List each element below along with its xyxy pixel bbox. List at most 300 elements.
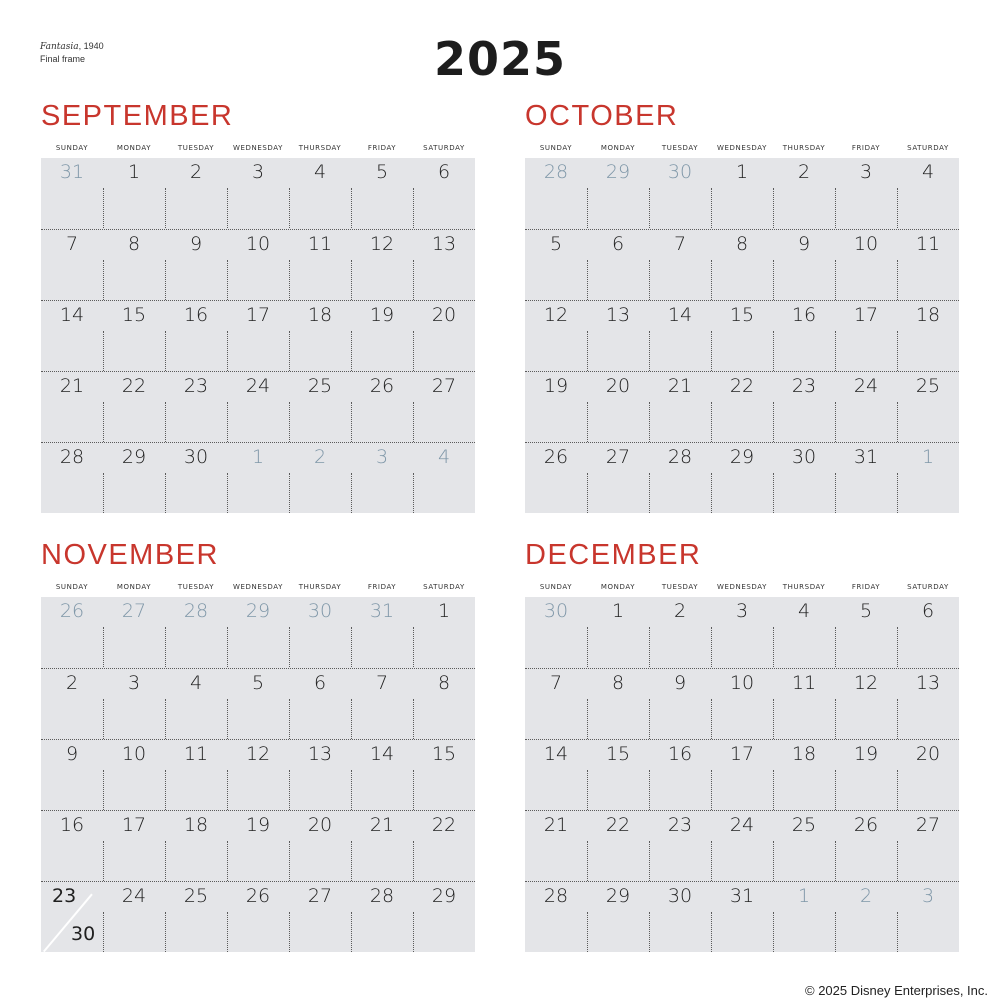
day-number: 3	[375, 446, 389, 468]
day-number: 20	[431, 304, 457, 326]
day-cell[interactable]	[711, 301, 773, 372]
day-cell[interactable]	[587, 372, 649, 443]
day-cell[interactable]	[413, 811, 475, 882]
day-cell[interactable]	[289, 301, 351, 372]
day-cell[interactable]	[773, 740, 835, 811]
day-cell[interactable]	[711, 811, 773, 882]
day-number: 10	[245, 233, 271, 255]
day-cell[interactable]	[711, 158, 773, 229]
day-number: 31	[369, 600, 395, 622]
day-number: 6	[611, 233, 625, 255]
day-cell[interactable]	[413, 443, 475, 514]
day-cell[interactable]	[525, 597, 587, 668]
weekday-label: MONDAY	[116, 583, 152, 591]
day-number: 30	[667, 885, 693, 907]
weekday-label: WEDNESDAY	[716, 583, 768, 591]
day-number: 3	[127, 672, 141, 694]
day-cell[interactable]	[773, 230, 835, 301]
day-cell[interactable]	[413, 882, 475, 953]
day-cell[interactable]	[773, 882, 835, 953]
day-cell[interactable]	[587, 669, 649, 740]
day-cell[interactable]	[897, 372, 959, 443]
day-cell[interactable]	[897, 882, 959, 953]
day-number: 15	[729, 304, 755, 326]
weekday-label: SATURDAY	[907, 144, 949, 152]
day-cell[interactable]	[587, 597, 649, 668]
weekday-label: FRIDAY	[367, 583, 397, 591]
day-number: 11	[183, 743, 209, 765]
week-row	[525, 442, 959, 514]
day-cell[interactable]	[351, 740, 413, 811]
weekday-label: SATURDAY	[423, 144, 465, 152]
day-cell[interactable]	[41, 443, 103, 514]
day-cell[interactable]	[413, 597, 475, 668]
week-row	[525, 158, 959, 229]
day-cell[interactable]	[587, 811, 649, 882]
week-row	[525, 371, 959, 443]
day-cell[interactable]	[41, 882, 103, 953]
day-number: 2	[313, 446, 327, 468]
day-cell[interactable]	[103, 301, 165, 372]
week-row	[41, 881, 475, 953]
week-row	[525, 668, 959, 740]
day-number: 14	[543, 743, 569, 765]
day-cell[interactable]	[351, 230, 413, 301]
day-cell[interactable]	[897, 597, 959, 668]
weekday-label: SATURDAY	[907, 583, 949, 591]
month-name: OCTOBER	[525, 100, 679, 132]
day-cell[interactable]	[587, 301, 649, 372]
week-row	[41, 739, 475, 811]
weekday-label: MONDAY	[600, 583, 636, 591]
day-cell[interactable]	[649, 740, 711, 811]
day-cell[interactable]	[525, 158, 587, 229]
day-cell[interactable]	[525, 811, 587, 882]
week-row	[41, 668, 475, 740]
day-number: 11	[915, 233, 941, 255]
day-number: 8	[735, 233, 749, 255]
day-number: 18	[183, 814, 209, 836]
day-number: 10	[853, 233, 879, 255]
day-cell[interactable]	[835, 443, 897, 514]
day-number: 12	[245, 743, 271, 765]
day-cell[interactable]	[165, 443, 227, 514]
day-number: 7	[375, 672, 389, 694]
day-number: 30	[791, 446, 817, 468]
day-cell[interactable]	[165, 372, 227, 443]
day-cell[interactable]	[41, 158, 103, 229]
day-cell[interactable]	[103, 811, 165, 882]
day-cell[interactable]	[165, 740, 227, 811]
day-cell[interactable]	[165, 811, 227, 882]
day-number: 28	[183, 600, 209, 622]
week-row	[41, 371, 475, 443]
day-number: 14	[369, 743, 395, 765]
day-cell[interactable]	[351, 597, 413, 668]
month-name: SEPTEMBER	[41, 100, 234, 132]
day-cell[interactable]	[103, 443, 165, 514]
day-cell[interactable]	[351, 882, 413, 953]
month-grid	[41, 158, 475, 513]
day-number: 6	[437, 161, 451, 183]
day-number: 4	[189, 672, 203, 694]
month-december	[525, 539, 959, 959]
artwork-year: , 1940	[78, 41, 104, 51]
day-cell[interactable]	[773, 301, 835, 372]
day-number: 16	[59, 814, 85, 836]
day-cell[interactable]	[587, 158, 649, 229]
day-number: 28	[59, 446, 85, 468]
day-number: 6	[313, 672, 327, 694]
day-cell[interactable]	[289, 669, 351, 740]
weekday-label: THURSDAY	[782, 583, 826, 591]
day-cell[interactable]	[525, 301, 587, 372]
day-number: 31	[853, 446, 879, 468]
day-cell[interactable]	[897, 158, 959, 229]
weekday-label: SUNDAY	[55, 583, 89, 591]
day-cell[interactable]	[165, 597, 227, 668]
day-cell[interactable]	[649, 669, 711, 740]
day-number: 5	[549, 233, 563, 255]
day-number: 15	[431, 743, 457, 765]
day-number: 8	[611, 672, 625, 694]
day-cell[interactable]	[413, 158, 475, 229]
day-number: 20	[605, 375, 631, 397]
weekday-label: SUNDAY	[539, 583, 573, 591]
day-cell[interactable]	[227, 811, 289, 882]
day-cell[interactable]	[41, 811, 103, 882]
day-number: 15	[121, 304, 147, 326]
day-number: 29	[431, 885, 457, 907]
day-number: 21	[667, 375, 693, 397]
day-cell[interactable]	[711, 669, 773, 740]
day-number: 12	[369, 233, 395, 255]
day-cell[interactable]	[351, 811, 413, 882]
day-number: 18	[307, 304, 333, 326]
day-cell[interactable]	[525, 740, 587, 811]
day-cell[interactable]	[649, 443, 711, 514]
day-cell[interactable]	[165, 301, 227, 372]
day-number: 18	[915, 304, 941, 326]
day-number: 14	[59, 304, 85, 326]
day-cell[interactable]	[165, 158, 227, 229]
day-cell[interactable]	[103, 882, 165, 953]
day-number: 26	[369, 375, 395, 397]
day-cell[interactable]	[711, 443, 773, 514]
day-number: 14	[667, 304, 693, 326]
day-cell[interactable]	[227, 372, 289, 443]
day-cell[interactable]	[711, 372, 773, 443]
day-number: 5	[251, 672, 265, 694]
day-number: 29	[605, 161, 631, 183]
weekday-label: THURSDAY	[782, 144, 826, 152]
day-cell[interactable]	[413, 301, 475, 372]
day-number: 31	[59, 161, 85, 183]
day-number: 1	[611, 600, 625, 622]
day-cell[interactable]	[41, 372, 103, 443]
day-number: 13	[307, 743, 333, 765]
day-cell[interactable]	[897, 443, 959, 514]
day-cell[interactable]	[897, 811, 959, 882]
week-row	[41, 810, 475, 882]
day-cell[interactable]	[165, 882, 227, 953]
day-cell[interactable]	[351, 158, 413, 229]
day-number: 29	[605, 885, 631, 907]
day-cell[interactable]	[351, 372, 413, 443]
day-cell[interactable]	[649, 158, 711, 229]
day-cell[interactable]	[835, 597, 897, 668]
day-cell[interactable]	[413, 230, 475, 301]
day-cell[interactable]	[413, 669, 475, 740]
day-cell[interactable]	[773, 372, 835, 443]
day-cell[interactable]	[773, 443, 835, 514]
day-cell[interactable]	[351, 669, 413, 740]
day-number: 23	[183, 375, 209, 397]
day-number: 24	[121, 885, 147, 907]
day-cell[interactable]	[289, 811, 351, 882]
day-number: 5	[859, 600, 873, 622]
day-cell[interactable]	[165, 669, 227, 740]
day-number: 11	[791, 672, 817, 694]
week-row	[41, 158, 475, 229]
weekday-label: WEDNESDAY	[716, 144, 768, 152]
day-cell[interactable]	[649, 597, 711, 668]
weekday-label: WEDNESDAY	[232, 583, 284, 591]
day-number: 7	[549, 672, 563, 694]
day-cell[interactable]	[897, 230, 959, 301]
day-cell[interactable]	[773, 158, 835, 229]
day-cell[interactable]	[525, 882, 587, 953]
day-cell[interactable]	[773, 811, 835, 882]
day-number: 1	[735, 161, 749, 183]
day-cell[interactable]	[351, 301, 413, 372]
day-number: 23	[667, 814, 693, 836]
day-number: 27	[915, 814, 941, 836]
week-row	[525, 597, 959, 668]
day-cell[interactable]	[773, 669, 835, 740]
day-cell[interactable]	[525, 372, 587, 443]
day-cell[interactable]	[103, 740, 165, 811]
day-cell[interactable]	[289, 443, 351, 514]
day-number: 27	[431, 375, 457, 397]
day-cell[interactable]	[289, 372, 351, 443]
day-cell[interactable]	[835, 669, 897, 740]
day-cell[interactable]	[41, 301, 103, 372]
day-cell[interactable]	[835, 158, 897, 229]
day-cell[interactable]	[41, 597, 103, 668]
day-number: 2	[797, 161, 811, 183]
month-grid	[525, 158, 959, 513]
weekday-label: FRIDAY	[367, 144, 397, 152]
weekday-label: SUNDAY	[55, 144, 89, 152]
day-number: 1	[437, 600, 451, 622]
day-number: 18	[791, 743, 817, 765]
day-number: 2	[673, 600, 687, 622]
day-number: 22	[729, 375, 755, 397]
day-number: 4	[437, 446, 451, 468]
day-cell[interactable]	[835, 230, 897, 301]
day-number: 23	[52, 885, 77, 907]
day-cell[interactable]	[773, 597, 835, 668]
day-number: 13	[605, 304, 631, 326]
day-number: 11	[307, 233, 333, 255]
day-cell[interactable]	[835, 882, 897, 953]
day-number: 1	[921, 446, 935, 468]
day-cell[interactable]	[41, 740, 103, 811]
day-cell[interactable]	[227, 158, 289, 229]
week-row	[525, 229, 959, 301]
day-cell[interactable]	[103, 669, 165, 740]
day-cell[interactable]	[587, 882, 649, 953]
day-cell[interactable]	[227, 740, 289, 811]
day-cell[interactable]	[289, 230, 351, 301]
day-number: 26	[543, 446, 569, 468]
day-number: 1	[797, 885, 811, 907]
day-cell[interactable]	[103, 158, 165, 229]
day-number: 3	[735, 600, 749, 622]
day-cell[interactable]	[587, 740, 649, 811]
day-number: 26	[59, 600, 85, 622]
day-number: 13	[915, 672, 941, 694]
day-cell[interactable]	[227, 301, 289, 372]
day-cell[interactable]	[165, 230, 227, 301]
day-cell[interactable]	[835, 372, 897, 443]
week-row	[41, 442, 475, 514]
day-cell[interactable]	[835, 811, 897, 882]
weekday-header	[41, 583, 475, 593]
day-number: 3	[921, 885, 935, 907]
artwork-title: Fantasia	[40, 42, 79, 52]
day-number: 24	[853, 375, 879, 397]
day-cell[interactable]	[649, 882, 711, 953]
day-cell[interactable]	[41, 230, 103, 301]
day-number: 7	[65, 233, 79, 255]
day-cell[interactable]	[227, 669, 289, 740]
day-number: 19	[369, 304, 395, 326]
day-number: 17	[853, 304, 879, 326]
day-number: 26	[245, 885, 271, 907]
month-october	[525, 100, 959, 520]
day-cell[interactable]	[711, 882, 773, 953]
day-cell[interactable]	[587, 230, 649, 301]
calendar-year: 2025	[433, 32, 567, 86]
day-cell[interactable]	[289, 158, 351, 229]
day-number: 15	[605, 743, 631, 765]
day-cell[interactable]	[103, 597, 165, 668]
day-number: 27	[605, 446, 631, 468]
day-number: 29	[729, 446, 755, 468]
day-cell[interactable]	[227, 882, 289, 953]
month-grid	[41, 597, 475, 952]
day-number: 21	[369, 814, 395, 836]
day-number: 1	[127, 161, 141, 183]
weekday-label: SUNDAY	[539, 144, 573, 152]
day-cell[interactable]	[289, 597, 351, 668]
day-number: 25	[915, 375, 941, 397]
day-cell[interactable]	[897, 301, 959, 372]
day-cell[interactable]	[711, 740, 773, 811]
day-cell[interactable]	[41, 669, 103, 740]
weekday-label: TUESDAY	[661, 583, 699, 591]
day-cell[interactable]	[649, 301, 711, 372]
day-cell[interactable]	[413, 740, 475, 811]
day-cell[interactable]	[413, 372, 475, 443]
day-cell[interactable]	[227, 443, 289, 514]
day-number: 9	[65, 743, 79, 765]
day-number: 27	[121, 600, 147, 622]
day-number: 16	[183, 304, 209, 326]
day-cell[interactable]	[587, 443, 649, 514]
day-number: 8	[437, 672, 451, 694]
day-number: 17	[729, 743, 755, 765]
week-row	[525, 300, 959, 372]
day-number: 21	[59, 375, 85, 397]
day-cell[interactable]	[649, 811, 711, 882]
day-cell[interactable]	[711, 230, 773, 301]
day-cell[interactable]	[227, 597, 289, 668]
day-number: 4	[797, 600, 811, 622]
day-number: 28	[369, 885, 395, 907]
week-row	[41, 300, 475, 372]
day-cell[interactable]	[351, 443, 413, 514]
day-cell[interactable]	[711, 597, 773, 668]
day-number: 1	[251, 446, 265, 468]
day-cell[interactable]	[897, 740, 959, 811]
day-number: 4	[921, 161, 935, 183]
day-cell[interactable]	[103, 372, 165, 443]
weekday-header	[525, 144, 959, 154]
day-number: 24	[245, 375, 271, 397]
weekday-label: MONDAY	[600, 144, 636, 152]
day-cell[interactable]	[289, 740, 351, 811]
weekday-label: SATURDAY	[423, 583, 465, 591]
day-number: 2	[859, 885, 873, 907]
day-number: 22	[431, 814, 457, 836]
day-cell[interactable]	[525, 669, 587, 740]
day-number: 17	[121, 814, 147, 836]
day-number: 9	[189, 233, 203, 255]
day-number: 10	[729, 672, 755, 694]
day-cell[interactable]	[835, 740, 897, 811]
day-cell[interactable]	[103, 230, 165, 301]
week-row	[525, 881, 959, 953]
day-number: 19	[245, 814, 271, 836]
day-number: 10	[121, 743, 147, 765]
day-cell[interactable]	[649, 372, 711, 443]
day-cell[interactable]	[835, 301, 897, 372]
month-november	[41, 539, 475, 959]
weekday-label: TUESDAY	[177, 583, 215, 591]
day-cell[interactable]	[525, 230, 587, 301]
day-cell[interactable]	[897, 669, 959, 740]
month-name: DECEMBER	[525, 539, 702, 571]
day-number: 25	[183, 885, 209, 907]
day-number: 30	[307, 600, 333, 622]
day-cell[interactable]	[649, 230, 711, 301]
weekday-label: THURSDAY	[298, 583, 342, 591]
day-number: 12	[853, 672, 879, 694]
artwork-subtitle: Final frame	[40, 54, 86, 64]
day-number: 17	[245, 304, 271, 326]
week-row	[525, 810, 959, 882]
day-cell[interactable]	[227, 230, 289, 301]
weekday-header	[41, 144, 475, 154]
day-cell[interactable]	[289, 882, 351, 953]
weekday-label: FRIDAY	[851, 144, 881, 152]
day-cell[interactable]	[525, 443, 587, 514]
weekday-header	[525, 583, 959, 593]
month-grid	[525, 597, 959, 952]
